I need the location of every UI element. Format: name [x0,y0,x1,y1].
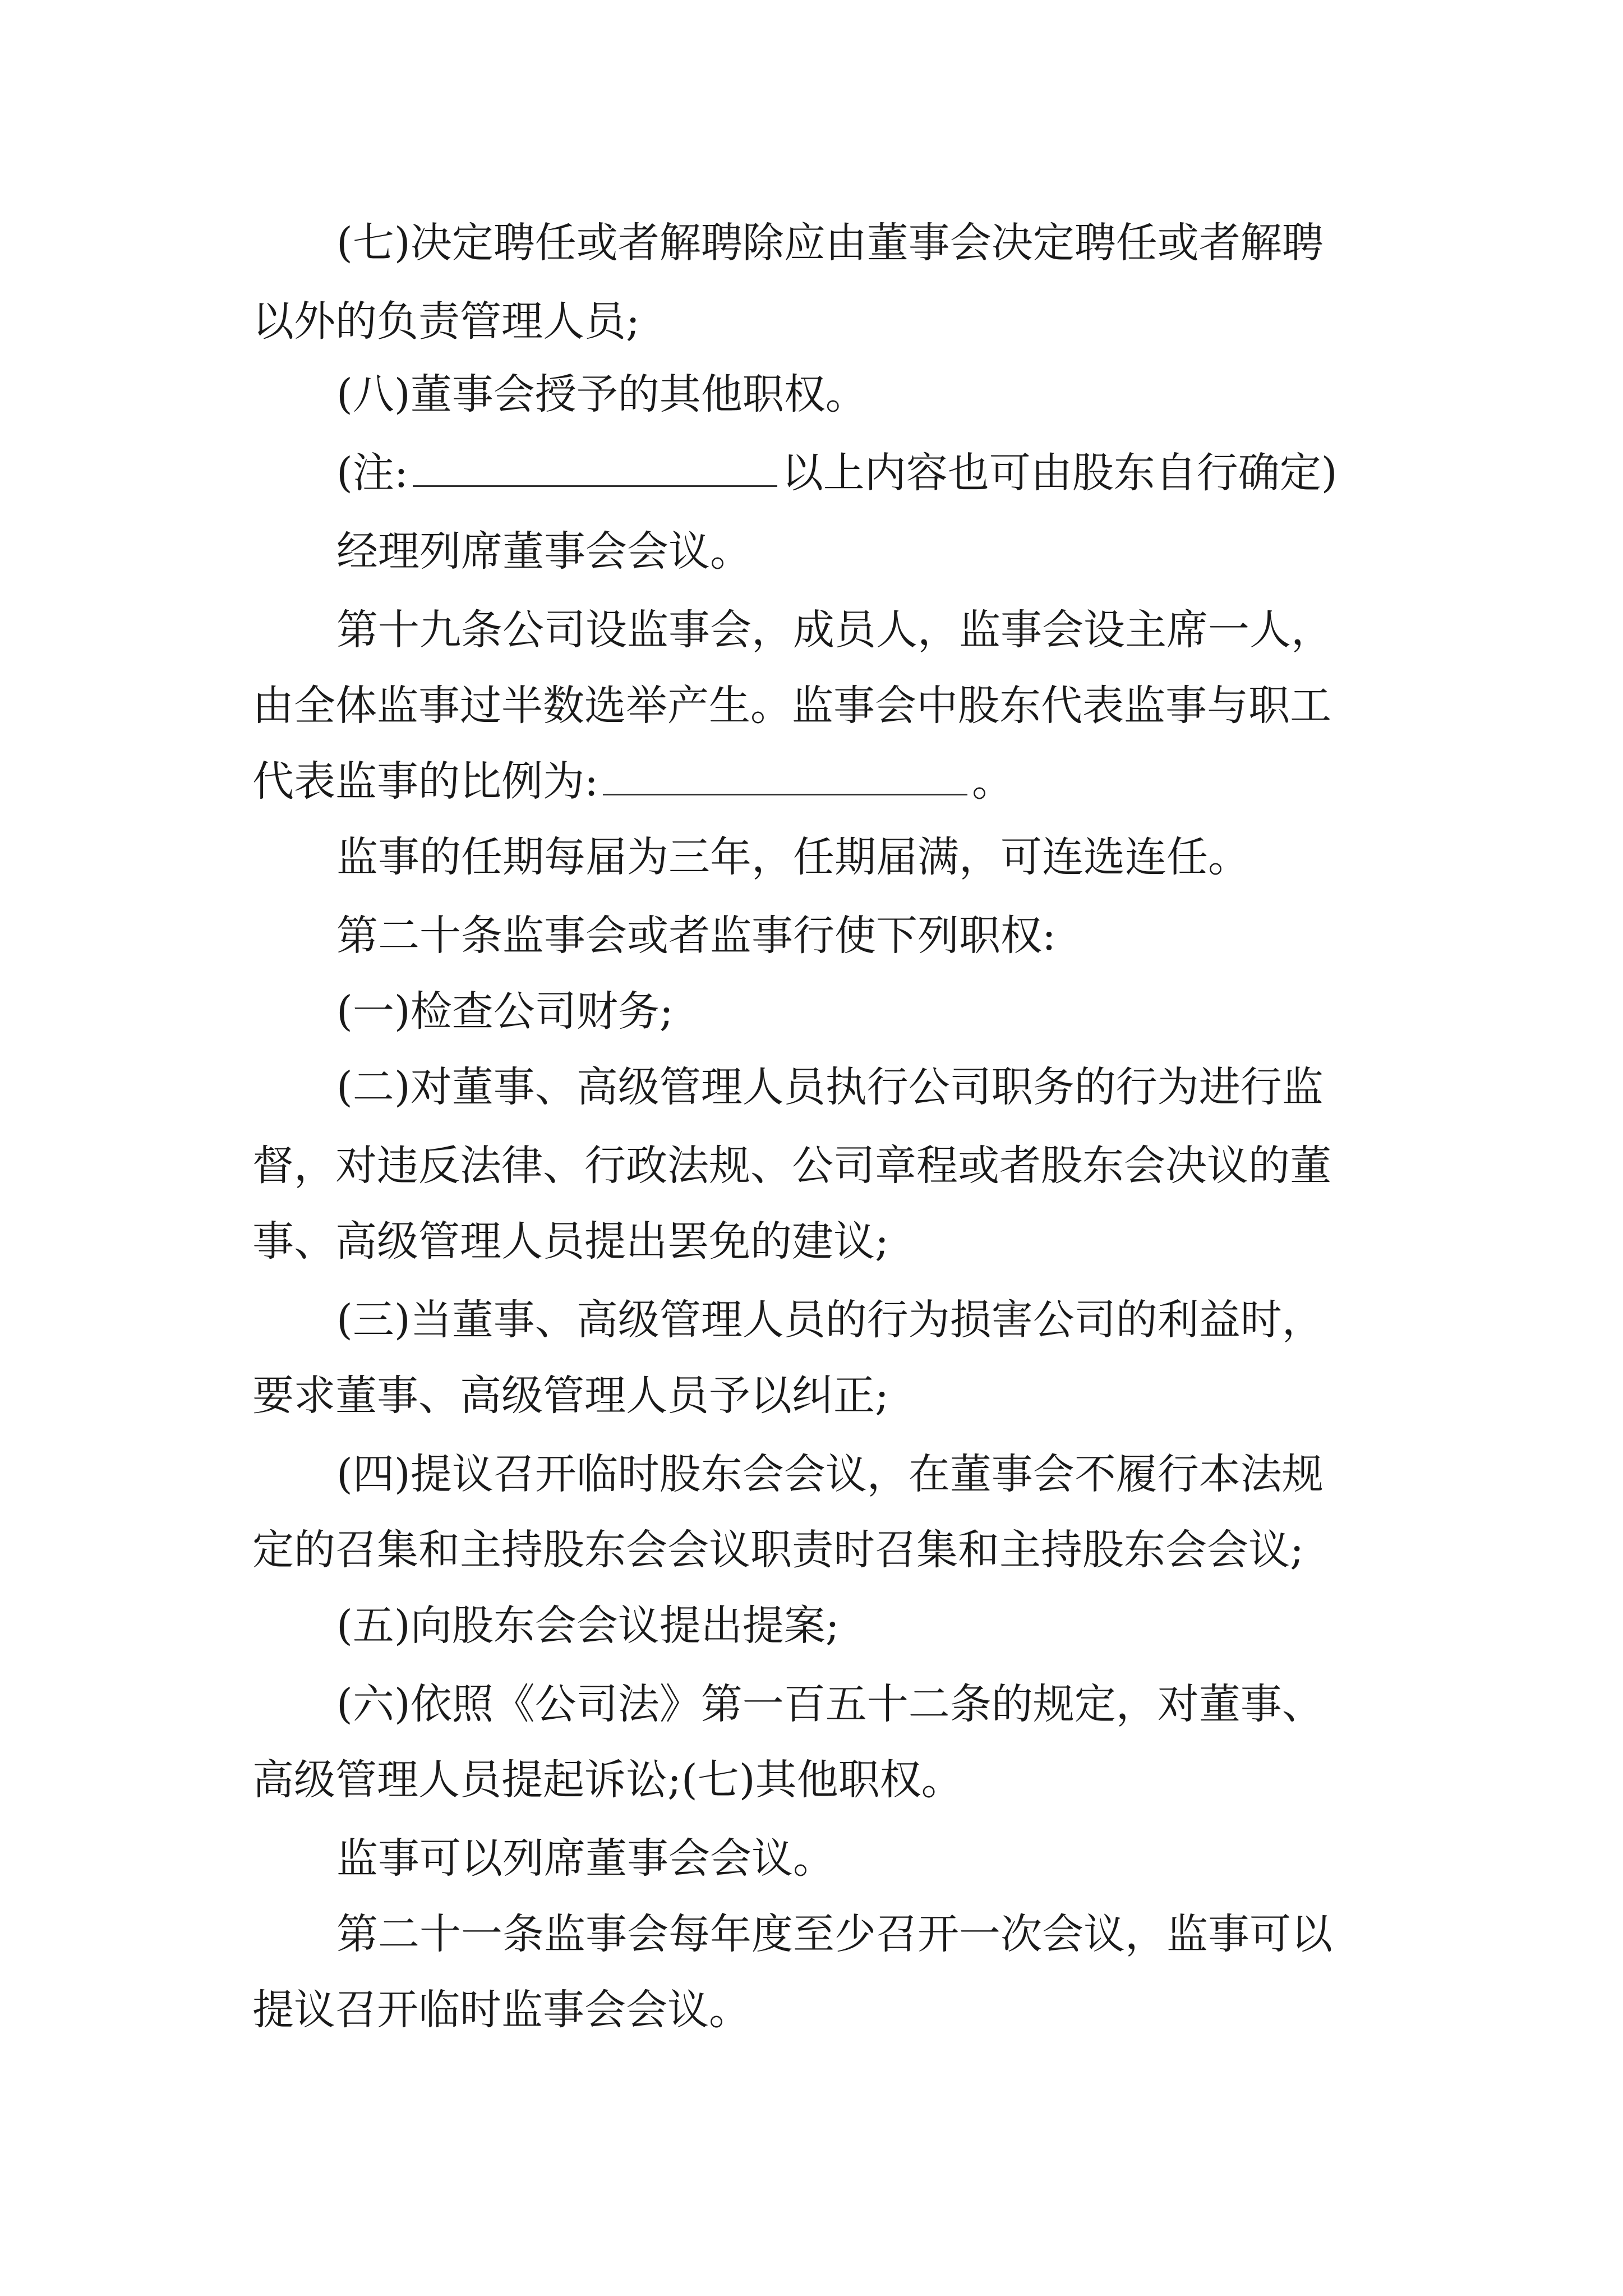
paragraph-line: 督，对违反法律、行政法规、公司章程或者股东会决议的董 [252,1142,1331,1190]
ratio-label: 代表监事的比例为: [252,757,598,806]
paragraph-line: 定的召集和主持股东会会议职责时召集和主持股东会会议; [252,1526,1304,1574]
ratio-end: 。 [971,757,1013,806]
paragraph-line: (八)董事会授予的其他职权。 [336,370,867,418]
note-prefix: (注: [336,449,408,497]
paragraph-line: 监事的任期每届为三年，任期届满，可连选连任。 [336,833,1249,881]
list-item: (三)当董事、高级管理人员的行为损害公司的利益时， [336,1296,1324,1344]
paragraph-line: 监事可以列席董事会会议。 [336,1834,834,1883]
paragraph-line: 经理列席董事会会议。 [336,527,751,576]
paragraph-line: 高级管理人员提起诉讼;(七)其他职权。 [252,1756,963,1804]
paragraph-line: (七)决定聘任或者解聘除应由董事会决定聘任或者解聘 [336,219,1324,267]
note-suffix: 以上内容也可由股东自行确定) [781,449,1338,497]
list-item: (四)提议召开临时股东会会议，在董事会不履行本法规 [336,1450,1324,1498]
article-21-heading: 第二十一条监事会每年度至少召开一次会议，监事可以 [336,1910,1332,1958]
list-item: (六)依照《公司法》第一百五十二条的规定，对董事、 [336,1680,1324,1728]
list-item: (一)检查公司财务; [336,987,674,1036]
paragraph-line: 由全体监事过半数选举产生。监事会中股东代表监事与职工 [252,682,1331,730]
paragraph-line: 以外的负责管理人员; [252,297,640,346]
list-item: (二)对董事、高级管理人员执行公司职务的行为进行监 [336,1063,1324,1111]
fill-in-blank[interactable] [603,756,967,795]
ratio-line [252,754,1013,808]
note-line [336,446,1338,500]
fill-in-blank[interactable] [413,448,777,487]
paragraph-line: 事、高级管理人员提出罢免的建议; [252,1217,889,1266]
paragraph-line: 要求董事、高级管理人员予以纠正; [252,1372,889,1420]
paragraph-line: 提议召开临时监事会会议。 [252,1986,750,2034]
list-item: (五)向股东会会议提出提案; [336,1602,840,1650]
article-19-heading: 第十九条公司设监事会，成员人，监事会设主席一人， [336,606,1332,654]
article-20-heading: 第二十条监事会或者监事行使下列职权: [336,912,1056,960]
